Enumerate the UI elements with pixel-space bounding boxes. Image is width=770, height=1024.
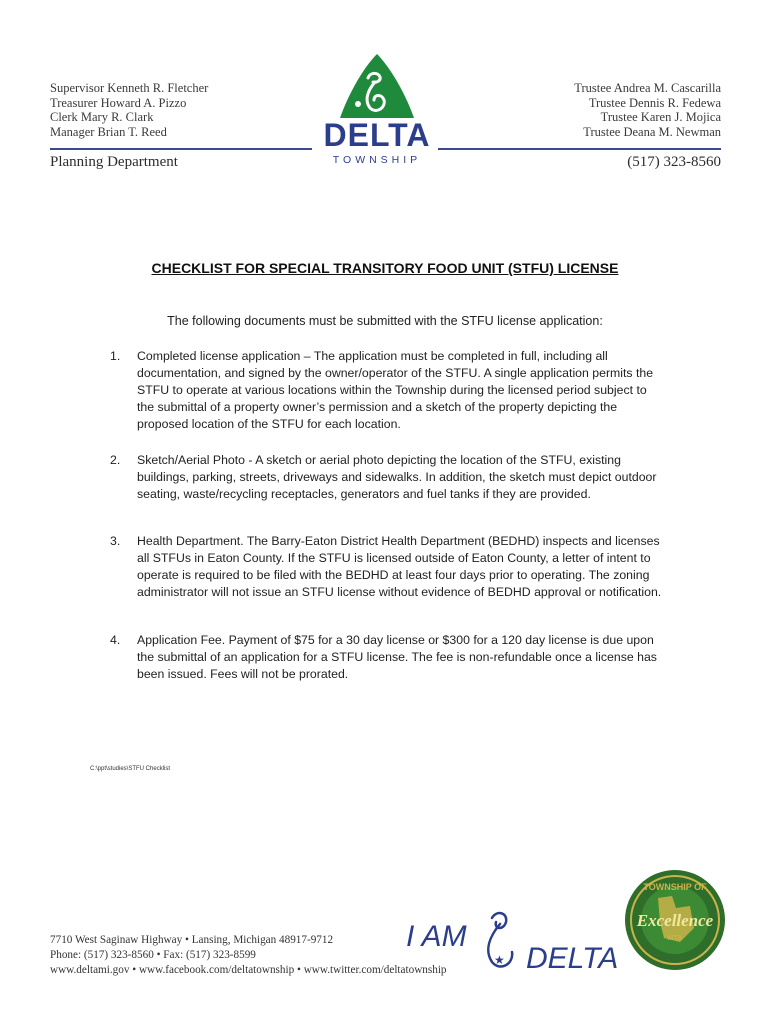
department-phone: (517) 323-8560 (627, 154, 721, 170)
footer-phone-fax: Phone: (517) 323-8560 • Fax: (517) 323-8599 (50, 949, 256, 961)
item-line: Sketch/Aerial Photo - A sketch or aerial photo depicting the location of the STFU, existing (137, 453, 621, 467)
slogan-delta: DELTA (526, 942, 619, 975)
item-number: 2. (110, 453, 121, 467)
footer-address: 7710 West Saginaw Highway • Lansing, Michigan 48917-9712 (50, 934, 334, 946)
checklist-item (110, 632, 670, 683)
official-name: Supervisor Kenneth R. Fletcher (50, 81, 209, 95)
item-text (137, 452, 670, 503)
header-rule-left (50, 148, 312, 150)
footer-web-links: www.deltami.gov • www.facebook.com/deltatownship • www.twitter.com/deltatownship (50, 964, 447, 976)
item-text (137, 533, 670, 601)
item-line: administrator will not issue an STFU license without evidence of BEDHD approval or notification. (137, 585, 662, 599)
logo-wordmark: DELTA (323, 117, 431, 153)
official-name: Clerk Mary R. Clark (50, 110, 154, 124)
item-line: Health Department. The Barry-Eaton District Health Department (BEDHD) inspects and licenses (137, 534, 660, 548)
department-name: Planning Department (50, 154, 178, 170)
item-line: proposed location of the STFU for each location. (137, 417, 401, 431)
item-line: Application Fee. Payment of $75 for a 30 day license or $300 for a 120 day license is due upon (137, 633, 654, 647)
checklist-item (110, 452, 670, 503)
officials-left (50, 81, 208, 139)
officials-right (574, 81, 721, 139)
item-line: been issued. Fees will not be prorated. (137, 667, 349, 681)
township-of-excellence-seal (620, 868, 730, 973)
document-intro: The following documents must be submitted with the STFU license application: (167, 314, 603, 328)
item-line: documentation, and signed by the owner/operator of the STFU. A single application permits the (137, 366, 654, 380)
seal-bottom-text: MTA (667, 935, 683, 942)
item-number: 1. (110, 349, 121, 363)
official-name: Manager Brian T. Reed (50, 124, 167, 139)
seal-middle-text: Excellence (636, 911, 714, 930)
official-name: Trustee Dennis R. Fedewa (588, 95, 721, 110)
item-line: operate is required to be filed with the BEDHD at least four days prior to operating. The zoning (137, 568, 650, 582)
official-name: Trustee Deana M. Newman (583, 124, 721, 139)
i-am-delta-slogan (400, 900, 640, 980)
logo-subtitle: TOWNSHIP (332, 154, 422, 166)
item-number: 3. (110, 534, 121, 548)
header-rule-right (438, 148, 721, 150)
item-text (137, 348, 670, 433)
checklist-item (110, 533, 670, 601)
item-text (137, 632, 670, 683)
official-name: Trustee Karen J. Mojica (600, 110, 721, 124)
file-path: C:\ppt\studies\STFU Checklist (90, 766, 171, 772)
svg-text:★: ★ (494, 953, 505, 967)
item-line: the submittal of an application for a STFU license. The fee is non-refundable once a license has (137, 650, 657, 664)
item-line: STFU to operate at various locations within the Township during the licensed period subject to (137, 383, 647, 397)
footer-contact (50, 933, 447, 978)
slogan-i-am: I AM (406, 920, 467, 953)
item-line: Completed license application – The application must be completed in full, including all (137, 349, 608, 363)
official-name: Treasurer Howard A. Pizzo (50, 95, 187, 110)
item-line: the submittal of a property owner’s permission and a sketch of the property depicting the (137, 400, 618, 414)
item-number: 4. (110, 633, 121, 647)
item-line: buildings, parking, streets, driveways and sidewalks. In addition, the sketch must depict outdoor (137, 470, 657, 484)
item-line: all STFUs in Eaton County. If the STFU is licensed outside of Eaton County, a letter of intent to (137, 551, 651, 565)
official-name: Trustee Andrea M. Cascarilla (574, 81, 721, 95)
item-line: seating, waste/recycling receptacles, generators and fuel tanks if they are provided. (137, 487, 591, 501)
seal-top-text: TOWNSHIP OF (643, 882, 707, 892)
document-title: CHECKLIST FOR SPECIAL TRANSITORY FOOD UNIT (STFU) LICENSE (151, 260, 619, 276)
checklist-item (110, 348, 670, 433)
